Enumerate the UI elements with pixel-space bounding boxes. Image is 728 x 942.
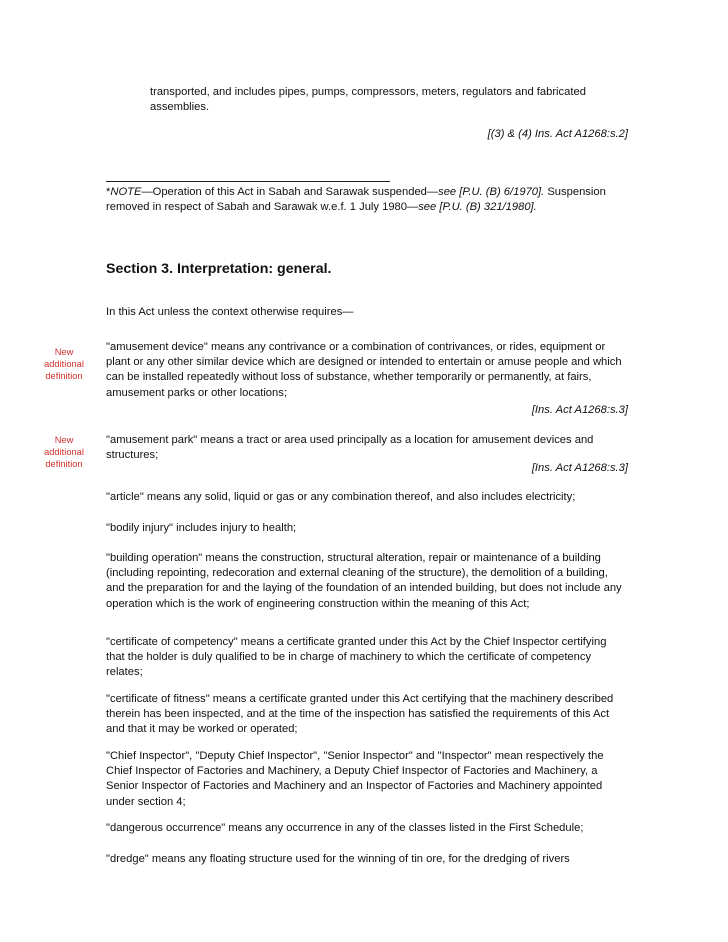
margin-note-line: additional — [44, 446, 84, 457]
footnote-marker: * — [106, 186, 111, 198]
footnote-rule — [106, 181, 390, 182]
margin-note-line: definition — [45, 370, 83, 381]
definition-dredge: "dredge" means any floating structure used for the winning of tin ore, for the dredging of rivers — [106, 853, 570, 865]
definition-building-operation: "building operation" means the construction, structural alteration, repair or maintenance of a building (including repointing, redecoration and external cleaning of the structure), the demolition of a building, and the preparation for and the laying of the foundation of an intended building, but does not include any operation which is the work of engineering construction within the meaning of this Act; — [106, 552, 622, 610]
margin-note-amusement-device — [40, 347, 88, 382]
definition-bodily-injury: "bodily injury" includes injury to health; — [106, 522, 297, 534]
definition-amusement-device: "amusement device" means any contrivance or a combination of contrivances, or rides, equipment or plant or any other similar device which are designed or intended to entertain or amuse people and which can be installed repeatedly without loss of substance, whether temporarily or permanently, at fairs, amusement parks or other locations; — [106, 341, 622, 399]
footnote-see-a: see [P.U. (B) 6/1970]. — [438, 186, 545, 198]
margin-note-line: New — [54, 435, 74, 445]
margin-note-line: additional — [44, 358, 84, 369]
definition-certificate-of-fitness: "certificate of fitness" means a certificate granted under this Act certifying that the machinery described therein has been inspected, and at the time of the inspection has satisfied the requirements of this Act and that it may be worked or operated; — [106, 693, 614, 736]
footnote — [106, 185, 628, 215]
definition-certificate-of-competency: "certificate of competency" means a certificate granted under this Act by the Chief Inspector certifying that the holder is duly qualified to be in charge of machinery to which the certificate of competency relates; — [106, 636, 607, 679]
margin-note-line: definition — [45, 458, 83, 469]
footnote-note-label: NOTE — [110, 186, 142, 198]
footnote-text-b: Suspension removed in respect of Sabah and Sarawak w.e.f. 1 July 1980— — [106, 186, 606, 214]
footnote-text-a: —Operation of this Act in Sabah and Sarawak suspended— — [141, 186, 439, 198]
continuation-text: transported, and includes pipes, pumps, compressors, meters, regulators and fabricated assemblies. — [150, 86, 586, 114]
definition-chief-inspector: "Chief Inspector", "Deputy Chief Inspector", "Senior Inspector" and "Inspector" mean respectively the Chief Inspector of Factories and Machinery, a Deputy Chief Inspector of Factories and Machinery, a Senior Inspector of Factories and Machinery and an Inspector of Factories and Machinery appointed under section 4; — [106, 750, 604, 808]
section-heading: Section 3. Interpretation: general. — [106, 261, 332, 277]
section-intro: In this Act unless the context otherwise requires— — [106, 306, 354, 318]
margin-note-amusement-park — [40, 435, 88, 470]
definition-amusement-park: "amusement park" means a tract or area used principally as a location for amusement devices and structures; — [106, 434, 594, 462]
continuation-citation: [(3) & (4) Ins. Act A1268:s.2] — [487, 128, 628, 140]
citation-amusement-park: [Ins. Act A1268:s.3] — [531, 462, 628, 474]
margin-note-line: New — [54, 347, 74, 357]
definition-dangerous-occurrence: "dangerous occurrence" means any occurrence in any of the classes listed in the First Schedule; — [106, 822, 584, 834]
citation-amusement-device: [Ins. Act A1268:s.3] — [531, 404, 628, 416]
definition-article: "article" means any solid, liquid or gas or any combination thereof, and also includes electricity; — [106, 491, 576, 503]
footnote-see-b: see [P.U. (B) 321/1980]. — [418, 201, 537, 214]
